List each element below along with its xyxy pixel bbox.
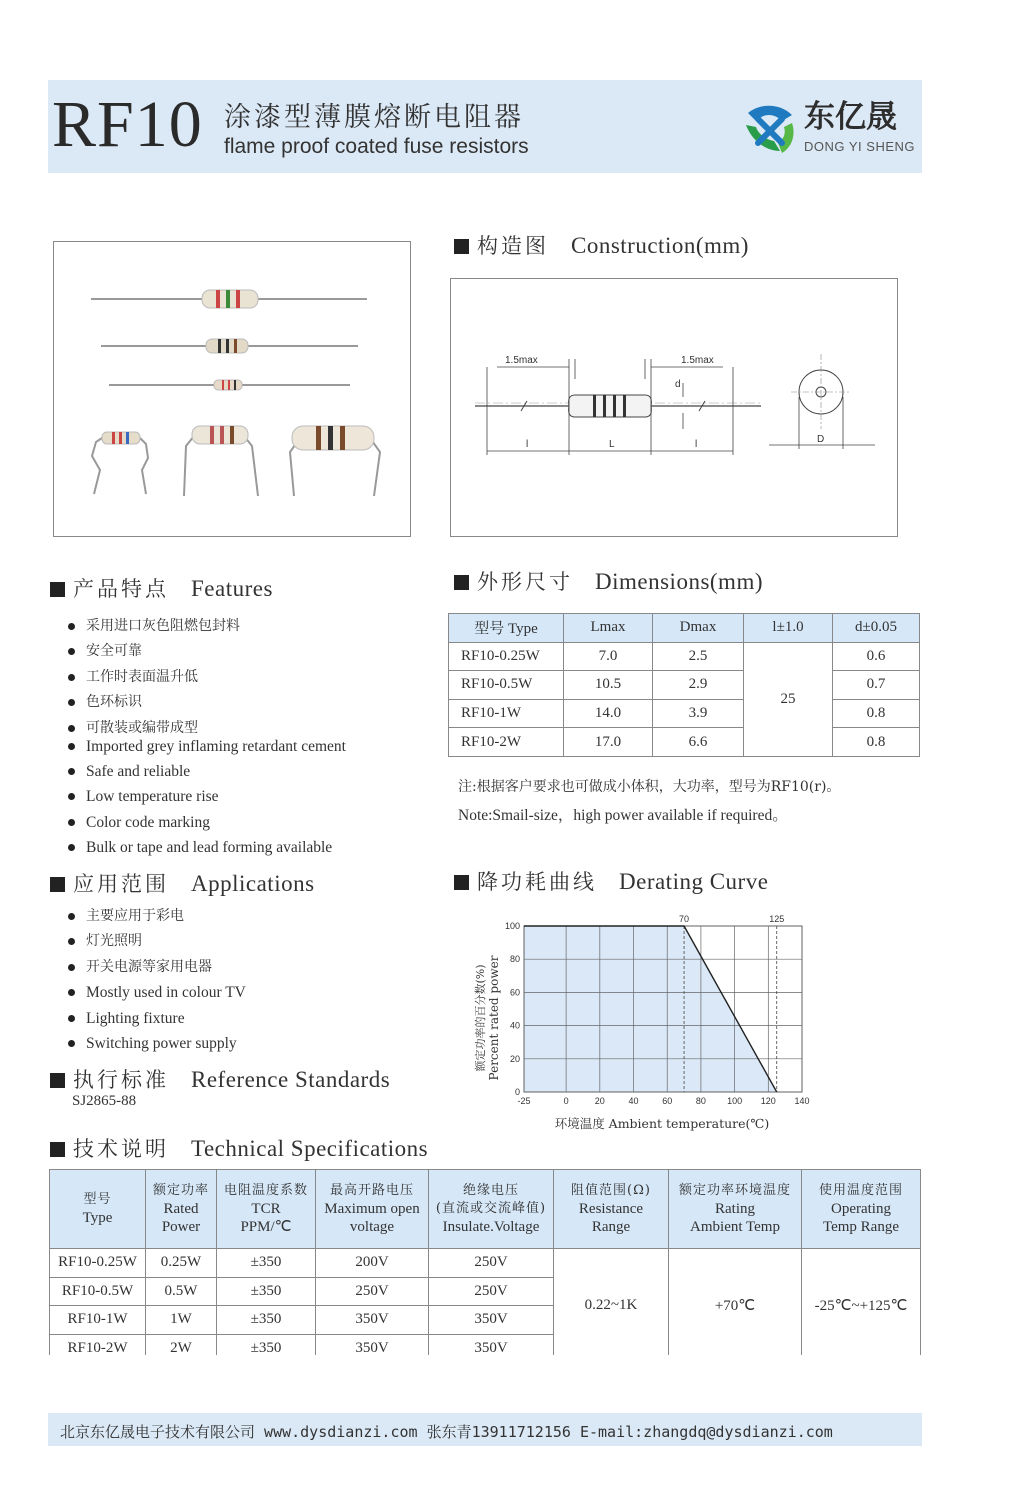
- max-left-label: 1.5max: [505, 355, 538, 366]
- y-tick-label: 20: [509, 1053, 520, 1064]
- lead-length-right-label: l: [695, 439, 698, 450]
- square-bullet-icon: [50, 1142, 65, 1157]
- list-item: 工作时表面温升低: [68, 665, 346, 690]
- list-item: 灯光照明: [68, 929, 246, 954]
- body-diameter-label: D: [817, 434, 825, 445]
- specs-table: [49, 1169, 921, 1355]
- power-cell: 2W: [146, 1334, 217, 1355]
- column-header: 额定功率环境温度 Rating Ambient Temp: [669, 1170, 802, 1249]
- power-cell: 0.5W: [146, 1277, 217, 1306]
- column-header: Lmax: [564, 614, 653, 643]
- list-item: 色环标识: [68, 690, 346, 715]
- title-chinese: 涂漆型薄膜熔断电阻器: [224, 102, 524, 133]
- square-bullet-icon: [50, 1073, 65, 1088]
- type-cell: RF10-0.25W: [449, 642, 564, 671]
- features-list: [68, 614, 346, 861]
- breakpoint-label: 125: [769, 914, 785, 924]
- y-axis-label-chinese: 额定功率的百分数(%): [474, 964, 487, 1072]
- dmax-cell: 2.9: [653, 671, 744, 700]
- y-tick-label: 0: [514, 1087, 520, 1097]
- power-cell: 1W: [146, 1306, 217, 1335]
- x-tick-label: 100: [727, 1096, 743, 1106]
- d-cell: 0.8: [833, 728, 920, 757]
- column-header: 绝缘电压 (直流或交流峰值) Insulate.Voltage: [429, 1170, 554, 1249]
- model-title: RF10: [52, 88, 203, 161]
- list-item: Mostly used in colour TV: [68, 980, 246, 1005]
- x-tick-label: 140: [794, 1096, 810, 1106]
- type-cell: RF10-2W: [449, 728, 564, 757]
- table-row: [449, 642, 920, 671]
- square-bullet-icon: [50, 877, 65, 892]
- lmax-cell: 17.0: [564, 728, 653, 757]
- breakpoint-label: 70: [679, 914, 690, 924]
- resistor-photo-illustration: [54, 242, 410, 536]
- dmax-cell: 2.5: [653, 642, 744, 671]
- d-cell: 0.8: [833, 699, 920, 728]
- max-voltage-cell: 200V: [316, 1249, 429, 1278]
- derating-heading: 降功耗曲线 Derating Curve: [454, 870, 768, 893]
- x-tick-label: -25: [517, 1096, 531, 1106]
- tcr-cell: ±350: [217, 1306, 316, 1335]
- column-header: 电阻温度系数 TCR PPM/℃: [217, 1170, 316, 1249]
- insulate-voltage-cell: 250V: [429, 1277, 554, 1306]
- list-item: 主要应用于彩电: [68, 904, 246, 929]
- y-tick-label: 80: [509, 954, 520, 965]
- insulate-voltage-cell: 250V: [429, 1249, 554, 1278]
- list-item: 可散装或编带成型: [68, 716, 346, 734]
- resistance-range-cell: 0.22~1K: [554, 1249, 669, 1356]
- dmax-cell: 6.6: [653, 728, 744, 757]
- list-item: 采用进口灰色阻燃包封料: [68, 614, 346, 639]
- square-bullet-icon: [454, 875, 469, 890]
- x-tick-label: 60: [662, 1096, 673, 1106]
- column-header: Dmax: [653, 614, 744, 643]
- column-header: 阻值范围(Ω) Resistance Range: [554, 1170, 669, 1249]
- column-header: 型号 Type: [449, 614, 564, 643]
- construction-diagram: [450, 278, 898, 537]
- max-voltage-cell: 350V: [316, 1334, 429, 1355]
- y-tick-label: 100: [504, 921, 520, 931]
- tcr-cell: ±350: [217, 1334, 316, 1355]
- dimensions-note-english: Note:Smail-size，high power available if required。: [458, 807, 788, 824]
- type-cell: RF10-1W: [50, 1306, 146, 1335]
- dimensions-note-chinese: 注:根据客户要求也可做成小体积，大功率，型号为RF10(r)。: [458, 779, 841, 795]
- dimensions-table: [448, 613, 920, 757]
- lead-diameter-label: d: [675, 379, 681, 390]
- column-header: 额定功率 Rated Power: [146, 1170, 217, 1249]
- column-header: l±1.0: [744, 614, 833, 643]
- footer-contact: 北京东亿晟电子技术有限公司 www.dysdianzi.com 张东青13911712156 E-mail:zhangdq@dysdianzi.com: [60, 1423, 833, 1441]
- column-header: d±0.05: [833, 614, 920, 643]
- lmax-cell: 14.0: [564, 699, 653, 728]
- construction-drawing: [451, 279, 897, 536]
- body-length-label: L: [609, 439, 615, 450]
- table-header-row: [50, 1170, 921, 1249]
- y-tick-label: 40: [509, 1020, 520, 1031]
- brand-name-english: DONG YI SHENG: [804, 139, 916, 154]
- table-row: [50, 1249, 921, 1278]
- x-tick-label: 20: [594, 1096, 605, 1106]
- square-bullet-icon: [454, 239, 469, 254]
- square-bullet-icon: [50, 582, 65, 597]
- type-cell: RF10-0.5W: [50, 1277, 146, 1306]
- standard-code: SJ2865-88: [72, 1093, 137, 1109]
- applications-heading: 应用范围 Applications: [50, 872, 315, 895]
- max-voltage-cell: 250V: [316, 1277, 429, 1306]
- table-row: [449, 671, 920, 700]
- d-cell: 0.6: [833, 642, 920, 671]
- operating-range-cell: -25℃~+125℃: [802, 1249, 921, 1356]
- column-header: 型号 Type: [50, 1170, 146, 1249]
- lmax-cell: 7.0: [564, 642, 653, 671]
- derating-chart: [462, 906, 832, 1142]
- tcr-cell: ±350: [217, 1277, 316, 1306]
- specs-table-container: [49, 1169, 923, 1355]
- list-item: Lighting fixture: [68, 1006, 246, 1031]
- title-english: flame proof coated fuse resistors: [224, 135, 529, 158]
- dimensions-heading: 外形尺寸 Dimensions(mm): [454, 570, 763, 593]
- list-item: Imported grey inflaming retardant cement: [68, 734, 346, 759]
- x-axis-label: 环境温度 Ambient temperature(℃): [554, 1116, 770, 1131]
- lead-length-left-label: l: [526, 439, 529, 450]
- insulate-voltage-cell: 350V: [429, 1334, 554, 1355]
- x-tick-label: 0: [563, 1096, 569, 1106]
- square-bullet-icon: [454, 575, 469, 590]
- x-tick-label: 40: [628, 1096, 639, 1106]
- lmax-cell: 10.5: [564, 671, 653, 700]
- list-item: Switching power supply: [68, 1031, 246, 1056]
- type-cell: RF10-0.25W: [50, 1249, 146, 1278]
- power-cell: 0.25W: [146, 1249, 217, 1278]
- insulate-voltage-cell: 350V: [429, 1306, 554, 1335]
- max-right-label: 1.5max: [681, 355, 714, 366]
- list-item: 安全可靠: [68, 639, 346, 664]
- x-tick-label: 80: [695, 1096, 706, 1106]
- brand-name-chinese: 东亿晟: [804, 99, 897, 135]
- d-cell: 0.7: [833, 671, 920, 700]
- standards-heading: 执行标准 Reference Standards: [50, 1068, 390, 1091]
- type-cell: RF10-0.5W: [449, 671, 564, 700]
- column-header: 最高开路电压 Maximum open voltage: [316, 1170, 429, 1249]
- applications-list: [68, 904, 246, 1056]
- lead-length-cell: 25: [744, 642, 833, 756]
- rating-temp-cell: +70℃: [669, 1249, 802, 1356]
- column-header: 使用温度范围 Operating Temp Range: [802, 1170, 921, 1249]
- specs-heading: 技术说明 Technical Specifications: [50, 1137, 428, 1160]
- type-cell: RF10-1W: [449, 699, 564, 728]
- features-heading: 产品特点 Features: [50, 577, 273, 600]
- dmax-cell: 3.9: [653, 699, 744, 728]
- table-row: [449, 728, 920, 757]
- brand-logo-icon: [742, 101, 798, 155]
- y-tick-label: 60: [509, 987, 520, 998]
- product-photo: [53, 241, 411, 537]
- derating-area: [524, 926, 777, 1092]
- list-item: 开关电源等家用电器: [68, 955, 246, 980]
- max-voltage-cell: 350V: [316, 1306, 429, 1335]
- table-header-row: [449, 614, 920, 643]
- list-item: Safe and reliable: [68, 759, 346, 784]
- table-row: [449, 699, 920, 728]
- construction-heading: 构造图 Construction(mm): [454, 234, 749, 257]
- tcr-cell: ±350: [217, 1249, 316, 1278]
- list-item: Bulk or tape and lead forming available: [68, 835, 346, 860]
- x-tick-label: 120: [760, 1096, 776, 1106]
- y-axis-label-english: Percent rated power: [487, 955, 501, 1081]
- list-item: Low temperature rise: [68, 784, 346, 809]
- type-cell: RF10-2W: [50, 1334, 146, 1355]
- list-item: Color code marking: [68, 810, 346, 835]
